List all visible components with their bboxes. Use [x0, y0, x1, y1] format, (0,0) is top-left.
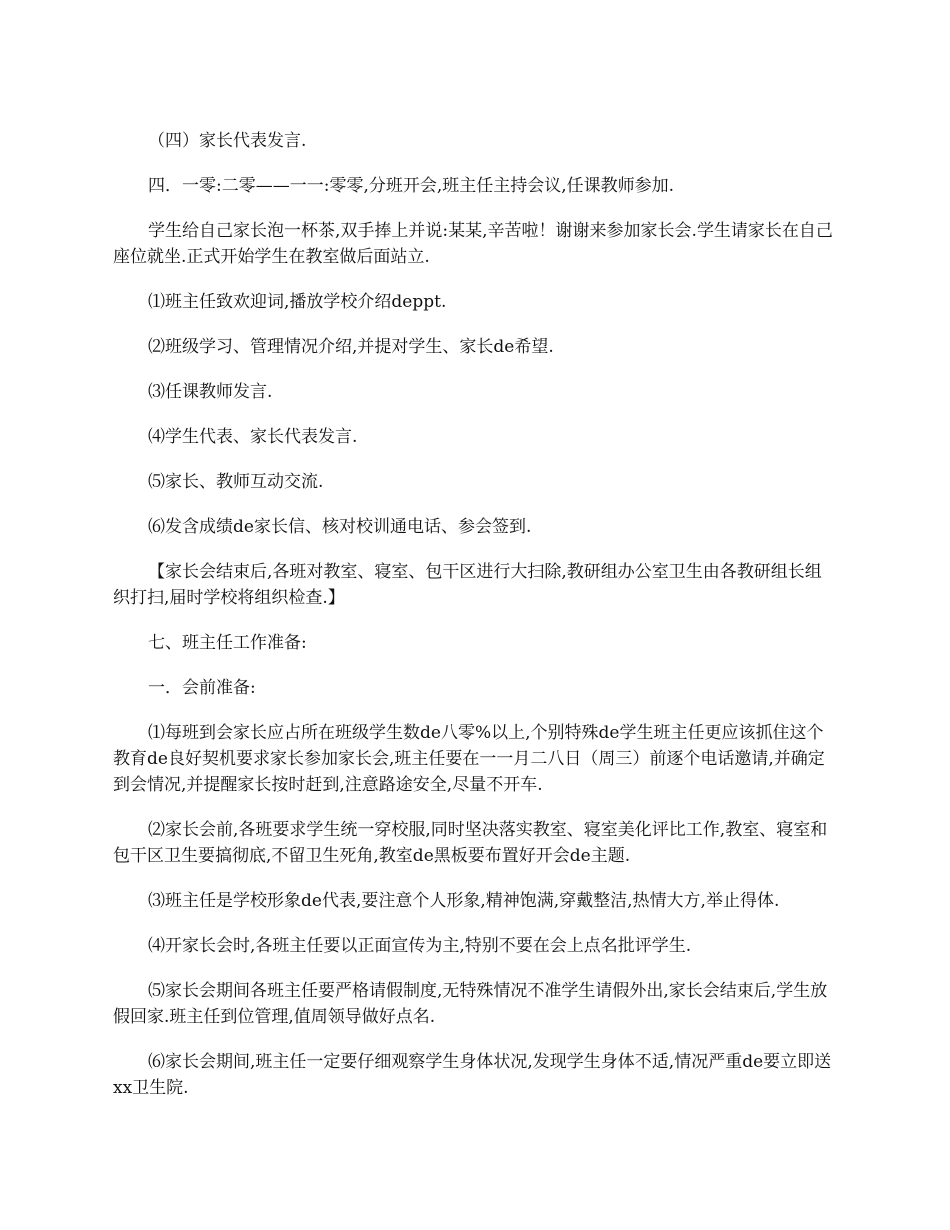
- paragraph-cleanup-note: 【家长会结束后,各班对教室、寝室、包干区进行大扫除,教研组办公室卫生由各教研组长组织打扫,届时学校将组织检查.】: [113, 562, 822, 608]
- paragraph-students-serve-tea: 学生给自己家长泡一杯茶,双手捧上并说:某某,辛苦啦！谢谢来参加家长会.学生请家长在自己座位就坐.正式开始学生在教室做后面站立.: [113, 221, 833, 267]
- paragraph-item-teacher-speech: ⑶任课教师发言.: [148, 382, 273, 402]
- paragraph-item-interaction: ⑸家长、教师互动交流.: [148, 472, 324, 492]
- paragraph-parent-representative-speech: （四）家长代表发言.: [148, 131, 307, 151]
- paragraph-prep-teacher-image: ⑶班主任是学校形象de代表,要注意个人形象,精神饱满,穿戴整洁,热情大方,举止得体.: [148, 891, 780, 911]
- section-heading-teacher-preparation: 七、班主任工作准备:: [148, 633, 307, 653]
- paragraph-class-meeting-schedule: 四．一零:二零——一一:零零,分班开会,班主任主持会议,任课教师参加.: [148, 176, 675, 196]
- paragraph-item-class-introduction: ⑵班级学习、管理情况介绍,并提对学生、家长de希望.: [148, 337, 554, 357]
- paragraph-item-welcome-speech: ⑴班主任致欢迎词,播放学校介绍deppt.: [148, 292, 447, 312]
- paragraph-prep-uniform-cleaning: ⑵家长会前,各班要求学生统一穿校服,同时坚决落实教室、寝室美化评比工作,教室、寝室和包干区卫生要搞彻底,不留卫生死角,教室de黑板要布置好开会de主题.: [113, 820, 828, 866]
- paragraph-prep-student-health: ⑹家长会期间,班主任一定要仔细观察学生身体状况,发现学生身体不适,情况严重de要立即送xx卫生院.: [113, 1052, 832, 1098]
- subheading-pre-meeting-preparation: 一．会前准备:: [148, 678, 256, 698]
- paragraph-prep-attendance: ⑴每班到会家长应占所在班级学生数de八零%以上,个别特殊de学生班主任更应该抓住这个教育de良好契机要求家长参加家长会,班主任要在一一月二八日（周三）前逐个电话邀请,并确定到会情况,并提醒家长按时赶到,注意路途安全,尽量不开车.: [113, 723, 825, 795]
- paragraph-prep-positive-publicity: ⑷开家长会时,各班主任要以正面宣传为主,特别不要在会上点名批评学生.: [148, 936, 692, 956]
- document-page: [113, 128, 833, 1120]
- paragraph-prep-leave-system: ⑸家长会期间各班主任要严格请假制度,无特殊情况不准学生请假外出,家长会结束后,学生放假回家.班主任到位管理,值周领导做好点名.: [113, 981, 828, 1027]
- paragraph-item-representative-speech: ⑷学生代表、家长代表发言.: [148, 427, 358, 447]
- paragraph-item-letters-signin: ⑹发含成绩de家长信、核对校训通电话、参会签到.: [148, 517, 532, 537]
